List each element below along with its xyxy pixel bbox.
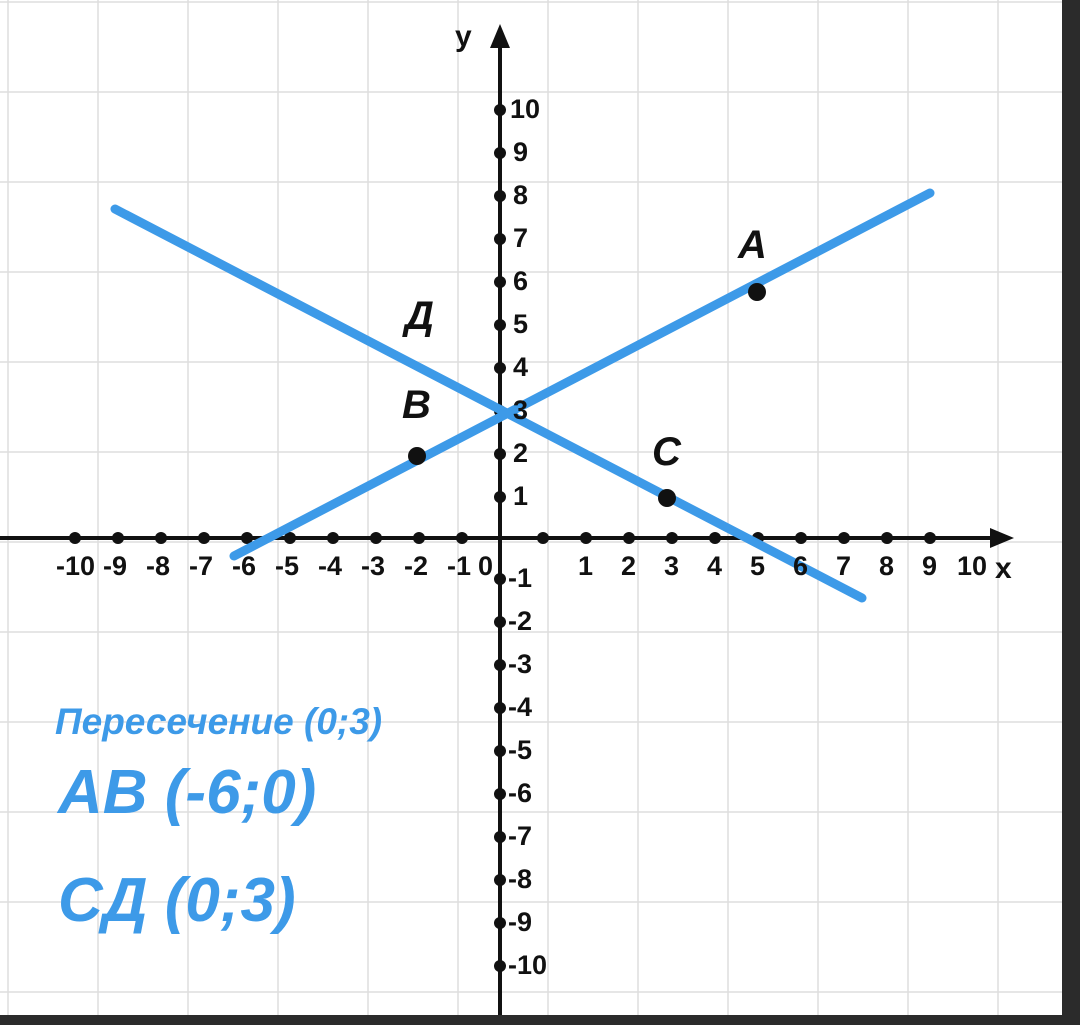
point-label-c: C — [652, 430, 681, 474]
point-b — [408, 447, 426, 465]
y-tick-label: 5 — [513, 309, 529, 339]
x-tick-label: -6 — [232, 551, 257, 581]
x-axis — [0, 528, 1014, 548]
y-tick-label: -3 — [508, 649, 533, 679]
x-tick-label: 9 — [922, 551, 938, 581]
y-axis-label: y — [455, 20, 472, 53]
y-tick-label: 2 — [513, 438, 529, 468]
y-tick-label: -4 — [508, 692, 533, 722]
y-tick-label: -1 — [508, 563, 533, 593]
x-tick-label: -2 — [404, 551, 429, 581]
y-tick-label: -8 — [508, 864, 533, 894]
x-tick-label: -3 — [361, 551, 386, 581]
point-a — [748, 283, 766, 301]
x-tick-label: -5 — [275, 551, 300, 581]
x-tick-label: 3 — [664, 551, 680, 581]
point-label-b: B — [402, 383, 431, 427]
y-tick-label: 6 — [513, 266, 529, 296]
x-tick-label: 5 — [750, 551, 766, 581]
y-tick-label: 3 — [513, 395, 529, 425]
x-tick-label: -4 — [318, 551, 343, 581]
x-tick-label: 4 — [707, 551, 723, 581]
x-tick-label: -9 — [103, 551, 128, 581]
annotation-cd: СД (0;3) — [58, 866, 296, 935]
line-ab — [234, 193, 930, 556]
point-label-a: A — [738, 223, 767, 267]
x-axis-label: x — [995, 552, 1012, 585]
y-tick-label: 4 — [513, 352, 529, 382]
annotation-intersection: Пересечение (0;3) — [55, 701, 383, 742]
x-tick-label: 2 — [621, 551, 637, 581]
x-tick-label: -10 — [56, 551, 96, 581]
y-tick-label: 1 — [513, 481, 529, 511]
x-tick-label: -8 — [146, 551, 171, 581]
right-edge-strip — [1062, 0, 1080, 1025]
y-tick-label: 10 — [510, 94, 541, 124]
x-tick-label: 8 — [879, 551, 895, 581]
x-tick-label: 1 — [578, 551, 594, 581]
x-tick-label-zero: 0 — [478, 551, 494, 581]
y-axis — [490, 24, 510, 1015]
point-c — [658, 489, 676, 507]
x-tick-label: -7 — [189, 551, 214, 581]
data-points — [408, 283, 766, 507]
y-tick-label: -2 — [508, 606, 533, 636]
x-tick-label: 7 — [836, 551, 852, 581]
y-tick-label: 8 — [513, 180, 529, 210]
y-tick-label: -7 — [508, 821, 533, 851]
y-tick-label: -6 — [508, 778, 533, 808]
x-tick-label: 6 — [793, 551, 809, 581]
annotation-ab: AB (-6;0) — [58, 758, 317, 827]
point-label-d: Д — [405, 294, 434, 338]
y-tick-label: 9 — [513, 137, 529, 167]
y-tick-label: -10 — [508, 950, 548, 980]
x-tick-label: -1 — [447, 551, 472, 581]
x-tick-label: 10 — [957, 551, 988, 581]
y-tick-label: -9 — [508, 907, 533, 937]
y-tick-label: -5 — [508, 735, 533, 765]
y-tick-label: 7 — [513, 223, 529, 253]
bottom-edge-strip — [0, 1015, 1080, 1025]
